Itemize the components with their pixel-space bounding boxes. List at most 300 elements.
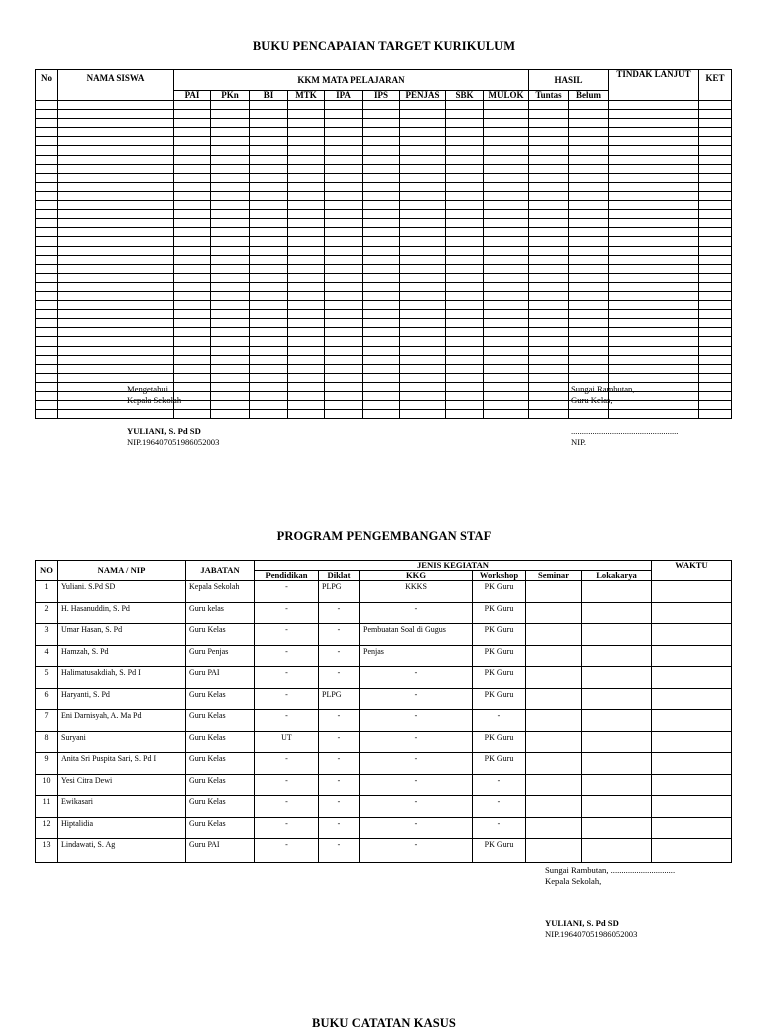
right-signature-block xyxy=(571,384,688,447)
empty-cell xyxy=(250,146,288,155)
empty-cell xyxy=(36,228,58,237)
empty-cell xyxy=(288,337,325,346)
empty-cell xyxy=(36,219,58,228)
empty-cell xyxy=(58,155,174,164)
table-row xyxy=(36,228,732,237)
empty-cell xyxy=(529,382,569,391)
pendidikan-cell: UT xyxy=(255,731,319,753)
empty-cell xyxy=(446,155,484,164)
empty-cell xyxy=(174,101,211,110)
workshop-cell: PK Guru xyxy=(473,581,526,603)
empty-cell xyxy=(609,201,699,210)
workshop-cell: PK Guru xyxy=(473,667,526,689)
empty-cell xyxy=(250,101,288,110)
empty-cell xyxy=(699,301,732,310)
empty-cell xyxy=(211,146,250,155)
empty-cell xyxy=(609,128,699,137)
empty-cell xyxy=(58,173,174,182)
empty-cell xyxy=(699,355,732,364)
seminar-cell xyxy=(526,624,582,646)
workshop-cell: PK Guru xyxy=(473,731,526,753)
empty-cell xyxy=(484,319,529,328)
empty-cell xyxy=(609,119,699,128)
empty-cell xyxy=(174,246,211,255)
empty-cell xyxy=(484,237,529,246)
empty-cell xyxy=(325,337,363,346)
empty-cell xyxy=(400,228,446,237)
subject-header: MTK xyxy=(288,91,325,101)
empty-cell xyxy=(569,137,609,146)
empty-cell xyxy=(529,355,569,364)
empty-cell xyxy=(325,201,363,210)
empty-cell xyxy=(250,328,288,337)
empty-cell xyxy=(211,110,250,119)
waktu-cell xyxy=(652,645,732,667)
empty-cell xyxy=(288,201,325,210)
empty-cell xyxy=(58,310,174,319)
kepala-sekolah-label: Kepala Sekolah, xyxy=(545,875,602,886)
empty-cell xyxy=(250,119,288,128)
empty-cell xyxy=(36,110,58,119)
header-belum: Belum xyxy=(569,91,609,101)
empty-cell xyxy=(174,291,211,300)
empty-cell xyxy=(250,182,288,191)
header-tuntas: Tuntas xyxy=(529,91,569,101)
pendidikan-cell: - xyxy=(255,688,319,710)
empty-cell xyxy=(58,282,174,291)
empty-cell xyxy=(446,219,484,228)
staff-position: Guru Kelas xyxy=(186,731,255,753)
empty-cell xyxy=(325,319,363,328)
empty-cell xyxy=(58,119,174,128)
header-ket: KET xyxy=(699,70,732,101)
empty-cell xyxy=(400,201,446,210)
empty-cell xyxy=(288,255,325,264)
empty-cell xyxy=(699,146,732,155)
diklat-cell: - xyxy=(319,667,360,689)
empty-cell xyxy=(484,273,529,282)
empty-cell xyxy=(250,210,288,219)
empty-cell xyxy=(699,173,732,182)
empty-cell xyxy=(529,337,569,346)
empty-cell xyxy=(174,255,211,264)
empty-cell xyxy=(250,110,288,119)
empty-cell xyxy=(174,310,211,319)
empty-cell xyxy=(363,328,400,337)
empty-cell xyxy=(325,137,363,146)
empty-cell xyxy=(484,246,529,255)
empty-cell xyxy=(250,246,288,255)
empty-cell xyxy=(211,319,250,328)
empty-cell xyxy=(400,401,446,410)
pendidikan-cell: - xyxy=(255,581,319,603)
empty-cell xyxy=(288,410,325,419)
empty-cell xyxy=(609,310,699,319)
table-row xyxy=(36,182,732,191)
row-number: 1 xyxy=(36,581,58,603)
header-kkg: KKG xyxy=(360,571,473,581)
table-row xyxy=(36,688,732,710)
empty-cell xyxy=(484,119,529,128)
table-row xyxy=(36,310,732,319)
empty-cell xyxy=(288,282,325,291)
empty-cell xyxy=(211,301,250,310)
waktu-cell xyxy=(652,817,732,839)
empty-cell xyxy=(325,364,363,373)
empty-cell xyxy=(325,264,363,273)
table-row xyxy=(36,301,732,310)
empty-cell xyxy=(211,246,250,255)
empty-cell xyxy=(400,410,446,419)
diklat-cell: - xyxy=(319,839,360,863)
empty-cell xyxy=(529,164,569,173)
header-hasil: HASIL xyxy=(529,70,609,91)
empty-cell xyxy=(529,237,569,246)
empty-cell xyxy=(58,110,174,119)
principal-name: YULIANI, S. Pd SD xyxy=(545,918,619,928)
empty-cell xyxy=(484,337,529,346)
empty-cell xyxy=(58,291,174,300)
empty-cell xyxy=(699,255,732,264)
empty-cell xyxy=(529,255,569,264)
empty-cell xyxy=(529,246,569,255)
empty-cell xyxy=(446,301,484,310)
empty-cell xyxy=(250,301,288,310)
empty-cell xyxy=(174,137,211,146)
table-row xyxy=(36,645,732,667)
waktu-cell xyxy=(652,688,732,710)
empty-cell xyxy=(699,410,732,419)
staff-name: Yuliani. S.Pd SD xyxy=(58,581,186,603)
row-number: 3 xyxy=(36,624,58,646)
empty-cell xyxy=(569,164,609,173)
empty-cell xyxy=(174,191,211,200)
empty-cell xyxy=(484,146,529,155)
empty-cell xyxy=(484,373,529,382)
empty-cell xyxy=(484,264,529,273)
empty-cell xyxy=(529,301,569,310)
empty-cell xyxy=(363,282,400,291)
empty-cell xyxy=(446,382,484,391)
empty-cell xyxy=(484,355,529,364)
empty-cell xyxy=(363,128,400,137)
empty-cell xyxy=(400,155,446,164)
empty-cell xyxy=(174,182,211,191)
table-row xyxy=(36,774,732,796)
workshop-cell: - xyxy=(473,796,526,818)
staff-name: H. Hasanuddin, S. Pd xyxy=(58,602,186,624)
header-nama-nip: NAMA / NIP xyxy=(58,561,186,581)
empty-cell xyxy=(288,110,325,119)
lokakarya-cell xyxy=(582,774,652,796)
empty-cell xyxy=(363,119,400,128)
empty-cell xyxy=(36,201,58,210)
empty-cell xyxy=(400,128,446,137)
empty-cell xyxy=(446,146,484,155)
empty-cell xyxy=(174,146,211,155)
kepala-sekolah-label: Kepala Sekolah xyxy=(127,394,182,405)
empty-cell xyxy=(699,164,732,173)
kkg-cell: - xyxy=(360,731,473,753)
empty-cell xyxy=(529,119,569,128)
empty-cell xyxy=(569,310,609,319)
empty-cell xyxy=(288,364,325,373)
empty-cell xyxy=(36,291,58,300)
empty-cell xyxy=(288,146,325,155)
empty-cell xyxy=(699,210,732,219)
empty-cell xyxy=(36,119,58,128)
empty-cell xyxy=(400,110,446,119)
empty-cell xyxy=(609,291,699,300)
row-number: 7 xyxy=(36,710,58,732)
empty-cell xyxy=(400,264,446,273)
guru-kelas-label: Guru Kelas, xyxy=(571,394,613,405)
empty-cell xyxy=(569,146,609,155)
empty-cell xyxy=(58,128,174,137)
empty-cell xyxy=(484,173,529,182)
empty-cell xyxy=(400,337,446,346)
empty-cell xyxy=(699,282,732,291)
empty-cell xyxy=(484,201,529,210)
empty-cell xyxy=(211,237,250,246)
empty-cell xyxy=(250,191,288,200)
header-tindak-lanjut: TINDAK LANJUT xyxy=(609,70,699,101)
waktu-cell xyxy=(652,602,732,624)
empty-cell xyxy=(363,346,400,355)
table-row xyxy=(36,219,732,228)
empty-cell xyxy=(529,146,569,155)
staff-signature-block xyxy=(545,865,675,939)
lokakarya-cell xyxy=(582,624,652,646)
empty-cell xyxy=(288,219,325,228)
empty-cell xyxy=(529,273,569,282)
workshop-cell: PK Guru xyxy=(473,839,526,863)
empty-cell xyxy=(325,255,363,264)
staff-position: Kepala Sekolah xyxy=(186,581,255,603)
empty-cell xyxy=(58,364,174,373)
empty-cell xyxy=(400,346,446,355)
lokakarya-cell xyxy=(582,645,652,667)
staff-position: Guru Kelas xyxy=(186,753,255,775)
empty-cell xyxy=(325,219,363,228)
empty-cell xyxy=(484,210,529,219)
seminar-cell xyxy=(526,774,582,796)
empty-cell xyxy=(174,346,211,355)
empty-cell xyxy=(325,182,363,191)
row-number: 12 xyxy=(36,817,58,839)
row-number: 10 xyxy=(36,774,58,796)
lokakarya-cell xyxy=(582,817,652,839)
empty-cell xyxy=(58,264,174,273)
empty-cell xyxy=(446,237,484,246)
empty-cell xyxy=(569,282,609,291)
empty-cell xyxy=(288,164,325,173)
empty-cell xyxy=(211,101,250,110)
empty-cell xyxy=(36,182,58,191)
empty-cell xyxy=(609,355,699,364)
empty-cell xyxy=(400,382,446,391)
empty-cell xyxy=(569,191,609,200)
empty-cell xyxy=(174,228,211,237)
empty-cell xyxy=(484,191,529,200)
kkg-cell: KKKS xyxy=(360,581,473,603)
empty-cell xyxy=(400,101,446,110)
workshop-cell: PK Guru xyxy=(473,624,526,646)
staff-name: Halimatusakdiah, S. Pd I xyxy=(58,667,186,689)
table-row xyxy=(36,164,732,173)
empty-cell xyxy=(211,337,250,346)
empty-cell xyxy=(446,364,484,373)
subject-header: PAI xyxy=(174,91,211,101)
left-signature-block xyxy=(127,384,219,447)
seminar-cell xyxy=(526,817,582,839)
empty-cell xyxy=(58,228,174,237)
empty-cell xyxy=(36,137,58,146)
pendidikan-cell: - xyxy=(255,753,319,775)
diklat-cell: - xyxy=(319,817,360,839)
empty-cell xyxy=(363,310,400,319)
waktu-cell xyxy=(652,774,732,796)
empty-cell xyxy=(484,128,529,137)
empty-cell xyxy=(484,182,529,191)
empty-cell xyxy=(36,101,58,110)
staff-name: Hiptalidia xyxy=(58,817,186,839)
empty-cell xyxy=(363,155,400,164)
subject-header: IPA xyxy=(325,91,363,101)
empty-cell xyxy=(400,328,446,337)
waktu-cell xyxy=(652,581,732,603)
empty-cell xyxy=(569,246,609,255)
empty-cell xyxy=(699,346,732,355)
empty-cell xyxy=(250,282,288,291)
empty-cell xyxy=(363,110,400,119)
staff-name: Yesi Citra Dewi xyxy=(58,774,186,796)
table-row xyxy=(36,753,732,775)
empty-cell xyxy=(325,101,363,110)
empty-cell xyxy=(446,210,484,219)
empty-cell xyxy=(569,319,609,328)
empty-cell xyxy=(174,164,211,173)
empty-cell xyxy=(609,110,699,119)
seminar-cell xyxy=(526,602,582,624)
empty-cell xyxy=(446,337,484,346)
empty-cell xyxy=(58,337,174,346)
empty-cell xyxy=(288,273,325,282)
empty-cell xyxy=(529,155,569,164)
empty-cell xyxy=(609,337,699,346)
seminar-cell xyxy=(526,796,582,818)
workshop-cell: PK Guru xyxy=(473,645,526,667)
empty-cell xyxy=(363,137,400,146)
empty-cell xyxy=(484,291,529,300)
seminar-cell xyxy=(526,645,582,667)
table-row xyxy=(36,273,732,282)
empty-cell xyxy=(288,155,325,164)
diklat-cell: - xyxy=(319,602,360,624)
lokakarya-cell xyxy=(582,710,652,732)
table-row xyxy=(36,319,732,328)
principal-nip: NIP.196407051986052003 xyxy=(127,436,220,447)
empty-cell xyxy=(569,228,609,237)
empty-cell xyxy=(288,228,325,237)
empty-cell xyxy=(446,255,484,264)
kkg-cell: - xyxy=(360,602,473,624)
lokakarya-cell xyxy=(582,839,652,863)
pendidikan-cell: - xyxy=(255,774,319,796)
empty-cell xyxy=(288,392,325,401)
staff-position: Guru Kelas xyxy=(186,796,255,818)
empty-cell xyxy=(250,264,288,273)
kkg-cell: Penjas xyxy=(360,645,473,667)
empty-cell xyxy=(699,219,732,228)
empty-cell xyxy=(446,373,484,382)
empty-cell xyxy=(609,219,699,228)
empty-cell xyxy=(609,228,699,237)
empty-cell xyxy=(609,146,699,155)
empty-cell xyxy=(211,355,250,364)
seminar-cell xyxy=(526,839,582,863)
staff-position: Guru Kelas xyxy=(186,817,255,839)
empty-cell xyxy=(211,119,250,128)
table-row xyxy=(36,710,732,732)
empty-cell xyxy=(484,155,529,164)
staff-name: Eni Darnisyah, A. Ma Pd xyxy=(58,710,186,732)
empty-cell xyxy=(325,173,363,182)
empty-cell xyxy=(58,182,174,191)
empty-cell xyxy=(36,155,58,164)
empty-cell xyxy=(529,219,569,228)
lokakarya-cell xyxy=(582,667,652,689)
empty-cell xyxy=(363,237,400,246)
empty-cell xyxy=(211,364,250,373)
empty-cell xyxy=(363,364,400,373)
empty-cell xyxy=(211,255,250,264)
workshop-cell: PK Guru xyxy=(473,602,526,624)
empty-cell xyxy=(174,319,211,328)
empty-cell xyxy=(250,373,288,382)
empty-cell xyxy=(250,401,288,410)
table-row xyxy=(36,128,732,137)
empty-cell xyxy=(529,264,569,273)
empty-cell xyxy=(699,382,732,391)
empty-cell xyxy=(446,164,484,173)
empty-cell xyxy=(211,191,250,200)
empty-cell xyxy=(400,373,446,382)
header-diklat: Diklat xyxy=(319,571,360,581)
workshop-cell: PK Guru xyxy=(473,753,526,775)
empty-cell xyxy=(446,291,484,300)
empty-cell xyxy=(363,191,400,200)
empty-cell xyxy=(211,228,250,237)
row-number: 13 xyxy=(36,839,58,863)
empty-cell xyxy=(325,392,363,401)
empty-cell xyxy=(529,310,569,319)
seminar-cell xyxy=(526,710,582,732)
principal-name: YULIANI, S. Pd SD xyxy=(127,426,201,436)
empty-cell xyxy=(484,101,529,110)
empty-cell xyxy=(174,337,211,346)
table-row xyxy=(36,110,732,119)
staff-position: Guru Kelas xyxy=(186,624,255,646)
empty-cell xyxy=(58,191,174,200)
lokakarya-cell xyxy=(582,581,652,603)
empty-cell xyxy=(400,182,446,191)
empty-cell xyxy=(363,410,400,419)
empty-cell xyxy=(446,137,484,146)
empty-cell xyxy=(363,228,400,237)
empty-cell xyxy=(446,110,484,119)
workshop-cell: - xyxy=(473,817,526,839)
